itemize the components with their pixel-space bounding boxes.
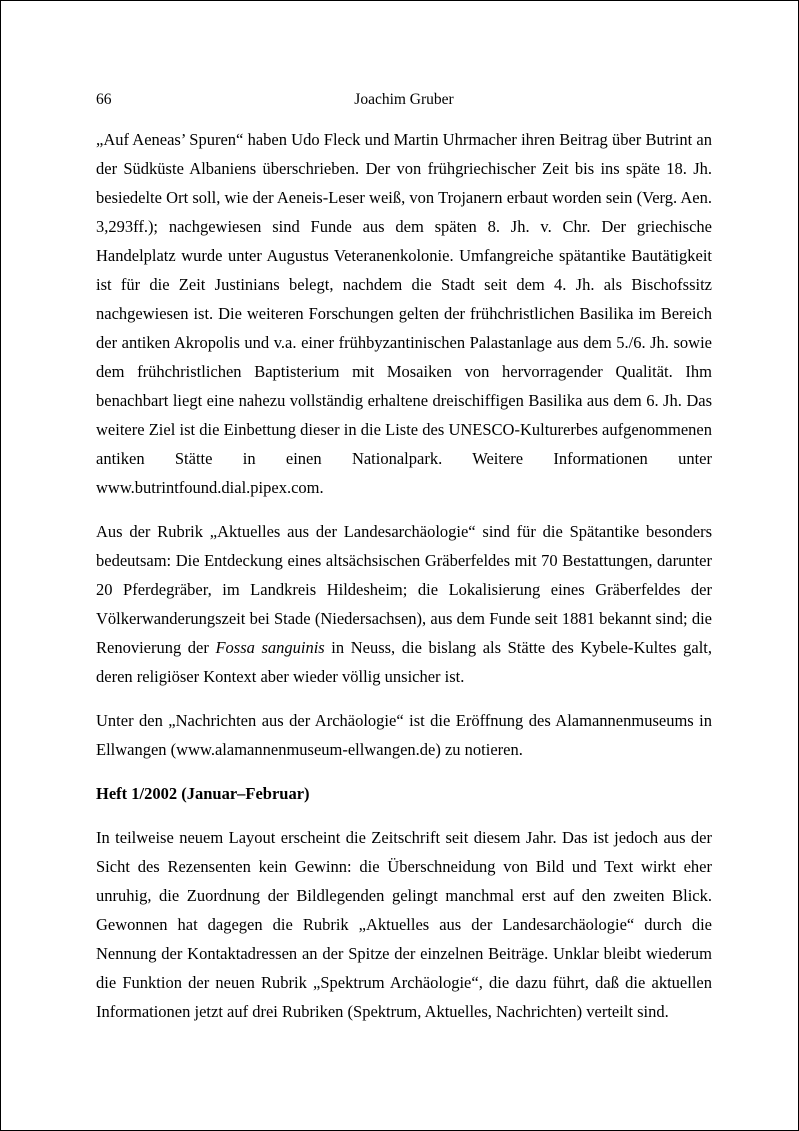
section-heading-heft-1-2002: Heft 1/2002 (Januar–Februar) <box>96 784 310 803</box>
page-header <box>96 89 712 111</box>
running-header-author: Joachim Gruber <box>354 91 454 108</box>
term-fossa-sanguinis: Fossa sanguinis <box>215 638 325 657</box>
text-column <box>96 89 712 1026</box>
page-number: 66 <box>96 91 112 108</box>
paragraph-heft-layout: In teilweise neuem Layout erscheint die Zeitschrift seit diesem Jahr. Das ist jedoch aus der Sicht des Rezensenten kein Gewinn: die Überschneidung von Bild und Text wirkt eher unruhig, die Zuordnung der Bildlegenden gelingt manchmal erst auf den zweiten Blick. Gewonnen hat dagegen die Rubrik „Aktuelles aus der Landesarchäologie“ durch die Nennung der Kontaktadressen an der Spitze der einzelnen Beiträge. Unklar bleibt wiederum die Funktion der neuen Rubrik „Spektrum Archäologie“, die dazu führt, daß die aktuellen Informationen jetzt auf drei Rubriken (Spektrum, Aktuelles, Nachrichten) verteilt sind. <box>96 828 712 1021</box>
paragraph-aktuelles <box>96 517 712 691</box>
paragraph-butrint: „Auf Aeneas’ Spuren“ haben Udo Fleck und Martin Uhrmacher ihren Beitrag über Butrint an der Südküste Albaniens überschrieben. Der von frühgriechischer Zeit bis ins späte 18. Jh. besiedelte Ort soll, wie der Aeneis-Leser weiß, von Trojanern erbaut worden sein (Verg. Aen. 3,293ff.); nachgewiesen sind Funde aus dem späten 8. Jh. v. Chr. Der griechische Handelplatz wurde unter Augustus Veteranenkolonie. Umfangreiche spätantike Bautätigkeit ist für die Zeit Justinians belegt, nachdem die Stadt seit dem 4. Jh. als Bischofssitz nachgewiesen ist. Die weiteren Forschungen gelten der frühchristlichen Basilika im Bereich der antiken Akropolis und v.a. einer frühbyzantinischen Palastanlage aus dem 5./6. Jh. sowie dem frühchristlichen Baptisterium mit Mosaiken von hervorragender Qualität. Ihm benachbart liegt eine nahezu vollständig erhaltene dreischiffigen Basilika aus dem 6. Jh. Das weitere Ziel ist die Einbettung dieser in die Liste des UNESCO-Kulturerbes aufgenommenen antiken Stätte in einen Nationalpark. Weitere Informationen unter www.butrintfound.dial.pipex.com. <box>96 130 712 497</box>
paragraph-aktuelles-text-after: in Neuss, die bislang als Stätte des Kybele-Kultes galt, deren religiöser Kontext aber wieder völlig unsicher ist. <box>96 638 712 686</box>
paragraph-nachrichten: Unter den „Nachrichten aus der Archäologie“ ist die Eröffnung des Alamannenmuseums in Ellwangen (www.alamannenmuseum-ellwangen.de) zu notieren. <box>96 711 712 759</box>
paragraph-aktuelles-text-before: Aus der Rubrik „Aktuelles aus der Landesarchäologie“ sind für die Spätantike besonders bedeutsam: Die Entdeckung eines altsächsischen Gräberfeldes mit 70 Bestattungen, darunter 20 Pferdegräber, im Landkreis Hildesheim; die Lokalisierung eines Gräberfeldes der Völkerwanderungszeit bei Stade (Niedersachsen), aus dem Funde seit 1881 bekannt sind; die Renovierung der <box>96 522 712 657</box>
body-text <box>96 125 712 1026</box>
